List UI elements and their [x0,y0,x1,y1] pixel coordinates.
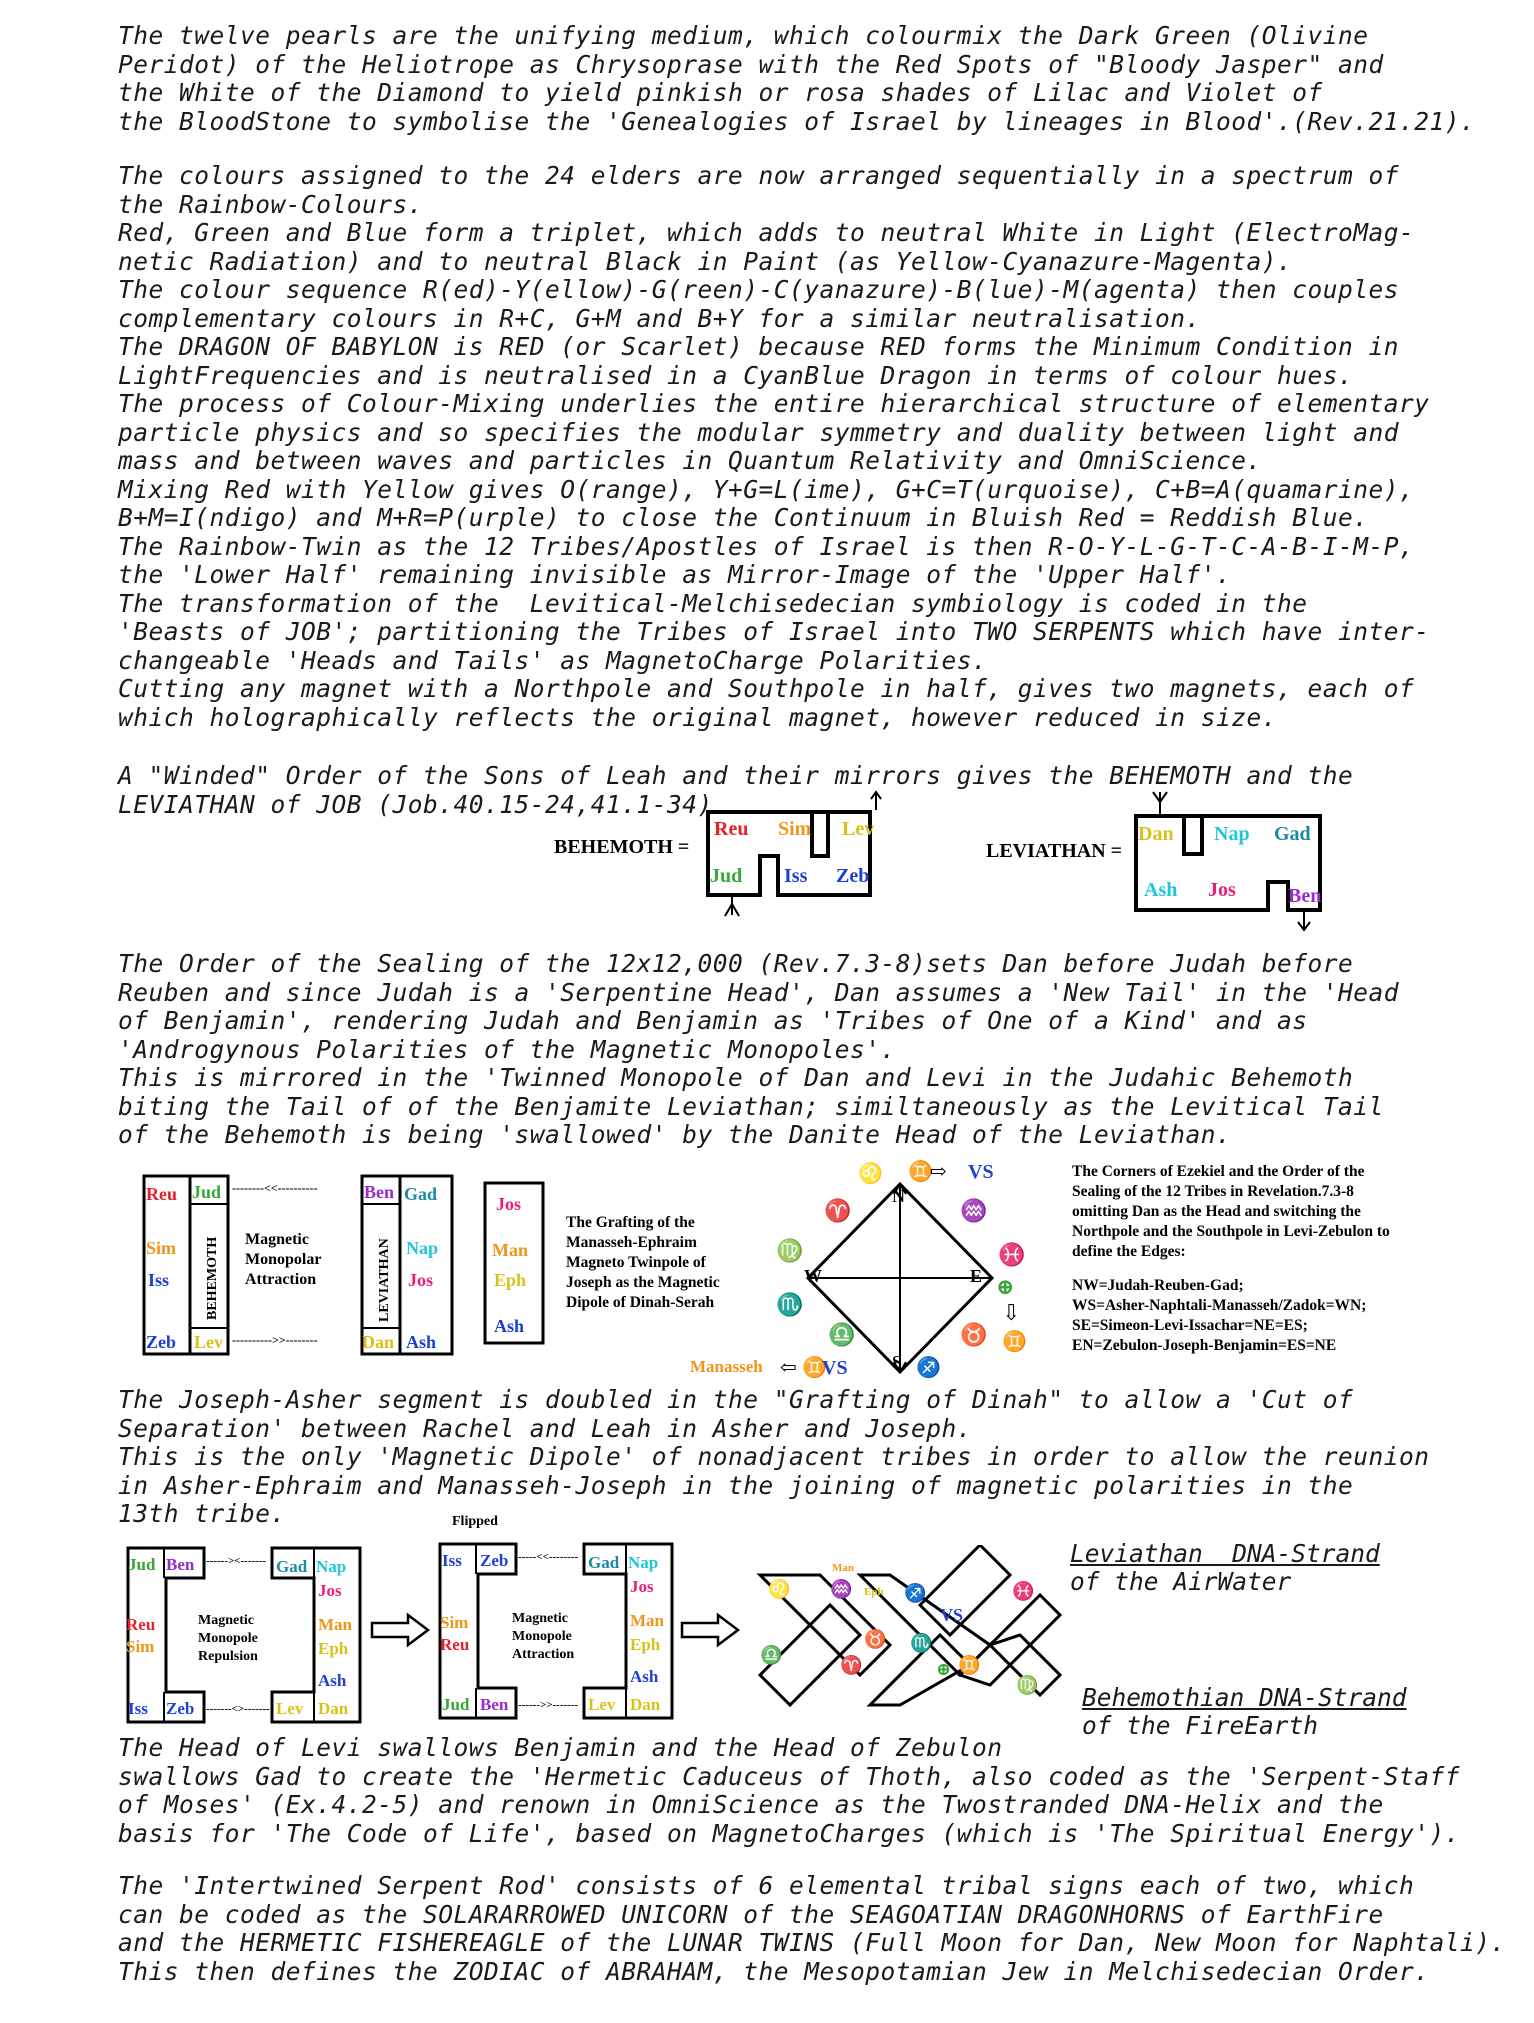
attr-center-1: Magnetic [245,1231,309,1248]
rep-zeb: Zeb [166,1699,195,1718]
attr-ben: Ben [364,1182,395,1202]
flipped-attraction-diagram [436,1536,676,1726]
monopole-repulsion-diagram [124,1540,364,1730]
p5-line: 13th tribe. [118,1499,286,1528]
p2-line: The process of Colour-Mixing underlies the entire hierarchical structure of elementary [118,389,1430,418]
transform-arrow-icon [370,1612,430,1648]
p5-line: This is the only 'Magnetic Dipole' of nonadjacent tribes in order to allow the reunion [118,1442,1430,1471]
taurus-icon: ♉ [960,1322,988,1347]
rep-nap: Nap [316,1557,347,1576]
leviathan-ash: Ash [1144,879,1178,901]
flip-zeb: Zeb [480,1551,509,1570]
p4-line: The Order of the Sealing of the 12x12,000 (Rev.7.3-8)sets Dan before Judah before [118,949,1354,978]
rep-jos: Jos [318,1581,342,1600]
p2-line: B+M=I(ndigo) and M+R=P(urple) to close the Continuum in Bluish Red = Reddish Blue. [118,503,1369,532]
rep-center-2: Monopole [198,1631,258,1646]
compass-n: N [892,1186,905,1206]
paragraph-sealing [118,950,1418,1150]
behemoth-jud: Jud [710,865,743,887]
attr-zeb: Zeb [146,1332,177,1352]
dna-helix-diagram [740,1545,1080,1715]
p4-line: of the Behemoth is being 'swallowed' by the Danite Head of the Leviathan. [118,1120,1232,1149]
flip-lev: Lev [588,1695,616,1714]
flip-man: Man [630,1611,664,1630]
p3-line: A "Winded" Order of the Sons of Leah and their mirrors gives the BEHEMOTH and the [118,761,1354,790]
helix-pisces-icon: ♓ [1012,1581,1035,1601]
leo-icon: ♌ [858,1163,883,1185]
leviathan-dan: Dan [1138,823,1174,845]
p2-line: the Rainbow-Colours. [118,189,424,219]
attr-sim: Sim [146,1238,177,1258]
dinah-man: Man [492,1240,528,1260]
aquarius-icon: ♒ [960,1198,988,1223]
behemoth-label: BEHEMOTH = [554,836,690,858]
attr-arrow-bottom: ---------->>-------- [232,1333,318,1347]
p5-line: in Asher-Ephraim and Manasseh-Joseph in the joining of magnetic polarities in the [118,1470,1354,1500]
flip-gad: Gad [588,1553,620,1572]
rep-eph: Eph [318,1639,349,1658]
p2-line: LightFrequencies and is neutralised in a CyanBlue Dragon in terms of colour hues. [118,360,1354,390]
dinah-eph: Eph [494,1270,527,1290]
leviathan-strand-title: Leviathan DNA-Strand of the AirWater [1070,1539,1380,1596]
p2-line: Mixing Red with Yellow gives O(range), Y+G=L(ime), G+C=T(urquoise), C+B=A(quamarine), [118,474,1415,504]
helix-earth-icon: ⊕ [936,1659,952,1679]
rep-iss: Iss [128,1699,148,1718]
flip-center-2: Monopole [512,1629,572,1644]
attr-nap: Nap [406,1238,439,1258]
p3-line: LEVIATHAN of JOB (Job.40.15-24,41.1-34) [118,789,713,819]
p2-line: particle physics and so specifies the modular symmetry and duality between light and [118,417,1400,447]
p2-line: The transformation of the Levitical-Melchisedecian symbiology is coded in the [118,588,1308,618]
p4-line: biting the Tail of of the Benjamite Leviathan; similtaneously as the Levitical Tail [118,1091,1384,1121]
behemoth-strand-title: Behemothian DNA-Strand of the FireEarth [1082,1683,1407,1740]
compass-manasseh: Manasseh [690,1357,763,1376]
p4-line: of Benjamin', rendering Judah and Benjamin as 'Tribes of One of a Kind' and as [118,1006,1308,1035]
monopolar-attraction-diagram [140,1170,460,1360]
flip-jud: Jud [442,1695,470,1714]
corners-caption: The Corners of Ezekiel and the Order of the Sealing of the 12 Tribes in Revelation.7.3-8 omitting Dan as the Head and switching the Northpole and the Southpole in Levi-Zebulon to define the Edges: NW=Judah-Reuben-Gad; WS=Asher-Naphtali-Manasseh/Zadok=WN; SE=Simeon-Levi-Issachar=NE=ES; EN=Zebulon-Joseph-Benjamin=ES=NE [1072,1163,1390,1354]
p2-line: The Rainbow-Twin as the 12 Tribes/Apostles of Israel is then R-O-Y-L-G-T-C-A-B-I-M-P, [118,531,1415,561]
paragraph-colours [118,161,1430,732]
p2-line: The DRAGON OF BABYLON is RED (or Scarlet) because RED forms the Minimum Condition in [118,332,1400,361]
flip-ash: Ash [630,1667,659,1686]
attr-lev: Lev [194,1332,223,1352]
rep-man: Man [318,1615,352,1634]
attr-center-2: Monopolar [245,1251,322,1268]
flip-iss: Iss [442,1551,462,1570]
p2-line: The colours assigned to the 24 elders are now arranged sequentially in a spectrum of [118,161,1400,190]
flip-jos: Jos [630,1577,654,1596]
helix-leo-icon: ♌ [768,1579,791,1599]
flip-nap: Nap [628,1553,659,1572]
flip-sim: Sim [440,1613,469,1632]
behemoth-iss: Iss [784,865,808,887]
compass-arrow-right: ⇨ [930,1161,947,1183]
flip-arrow-top: -----<<-------- [518,1551,579,1563]
flip-center-3: Attraction [512,1647,575,1662]
p2-line: Red, Green and Blue form a triplet, which adds to neutral White in Light (ElectroMag- [118,218,1415,247]
compass-s: S [892,1352,903,1372]
attr-arrow-top: --------<<---------- [232,1181,318,1195]
p2-line: 'Beasts of JOB'; partitioning the Tribes of Israel into TWO SERPENTS which have inter- [118,617,1430,646]
p4-line: 'Androgynous Polarities of the Magnetic Monopoles'. [118,1034,896,1064]
leviathan-ben: Ben [1288,885,1322,907]
attr-gad: Gad [404,1184,438,1204]
rep-ash: Ash [318,1671,347,1690]
helix-eph: Eph [864,1586,884,1598]
p7-line: can be coded as the SOLARARROWED UNICORN of the SEAGOATIAN DRAGONHORNS of EarthFire [118,1899,1384,1929]
paragraph-pearls [118,21,1476,136]
p7-line: This then defines the ZODIAC of ABRAHAM, the Mesopotamian Jew in Melchisedecian Order. [118,1956,1430,1986]
rep-reu: Reu [126,1615,156,1634]
attr-leviathan-vertical: LEVIATHAN [377,1238,392,1322]
attr-reu: Reu [146,1184,177,1204]
helix-scorpio-icon: ♏ [910,1633,933,1653]
p2-line: complementary colours in R+C, G+M and B+Y for a similar neutralisation. [118,303,1201,333]
rep-jud: Jud [128,1555,156,1574]
p1-line: The twelve pearls are the unifying medium, which colourmix the Dark Green (Olivine [118,21,1369,50]
helix-libra-icon: ♎ [760,1645,783,1665]
compass-arrow-down: ⇩ [1002,1300,1021,1325]
leviathan-label: LEVIATHAN = [986,840,1123,862]
p2-line: changeable 'Heads and Tails' as MagnetoCharge Polarities. [118,645,988,675]
compass-arrow-left: ⇦ [780,1357,797,1379]
rep-arrow-top: ------><------- [206,1555,267,1567]
behemoth-sim: Sim [778,818,812,840]
flip-dan: Dan [630,1695,661,1714]
p1-line: Peridot) of the Heliotrope as Chrysoprase with the Red Spots of "Bloody Jasper" and [118,49,1384,79]
attr-jud: Jud [192,1182,222,1202]
rep-center-1: Magnetic [198,1613,254,1628]
helix-gemini-icon: ♊ [958,1655,981,1675]
p1-line: the BloodStone to symbolise the 'Genealogies of Israel by lineages in Blood'.(Rev.21.21). [118,106,1476,136]
p4-line: Reuben and since Judah is a 'Serpentine Head', Dan assumes a 'New Tail' in the 'Head [118,977,1400,1007]
p2-line: the 'Lower Half' remaining invisible as Mirror-Image of the 'Upper Half'. [118,560,1232,589]
libra-icon: ♎ [828,1322,856,1347]
sagittarius-icon: ♐ [916,1357,941,1379]
rep-ben: Ben [166,1555,195,1574]
p6-line: The Head of Levi swallows Benjamin and the Head of Zebulon [118,1733,1003,1762]
attr-iss: Iss [148,1270,170,1290]
attr-jos: Jos [408,1270,434,1290]
p4-line: This is mirrored in the 'Twinned Monopole of Dan and Levi in the Judahic Behemoth [118,1063,1354,1092]
behemoth-diagram [700,790,900,920]
helix-aries-icon: ♈ [840,1655,863,1675]
flip-arrow-bottom: ------>>------- [518,1699,579,1711]
flip-reu: Reu [440,1635,470,1654]
rep-dan: Dan [318,1699,349,1718]
behemoth-reu: Reu [714,818,749,840]
p7-line: and the HERMETIC FISHEREAGLE of the LUNAR TWINS (Full Moon for Dan, New Moon for Naphtali). [118,1928,1506,1957]
helix-taurus-icon: ♉ [864,1629,887,1649]
gemini-bottom-icon: ♊ [1002,1331,1027,1353]
behemoth-zeb: Zeb [836,865,870,887]
compass-vs-top: VS [968,1161,994,1183]
helix-sagittarius-icon: ♐ [904,1583,927,1603]
p5-line: The Joseph-Asher segment is doubled in the "Grafting of Dinah" to allow a 'Cut of [118,1385,1354,1414]
p7-line: The 'Intertwined Serpent Rod' consists of 6 elemental tribal signs each of two, which [118,1871,1415,1900]
dinah-jos: Jos [496,1194,522,1214]
helix-man: Man [832,1562,854,1574]
paragraph-serpent-rod [118,1871,1506,1986]
rep-lev: Lev [276,1699,304,1718]
leviathan-jos: Jos [1208,879,1236,901]
grafting-caption: The Grafting of the Manasseh-Ephraim Magneto Twinpole of Joseph as the Magnetic Dipole of Dinah-Serah [566,1214,720,1311]
paragraph-hermetic-caduceus [118,1733,1461,1848]
p2-line: mass and between waves and particles in Quantum Relativity and OmniScience. [118,446,1262,475]
transform-arrow-2-icon [680,1612,740,1648]
helix-aquarius-icon: ♒ [830,1579,853,1599]
p1-line: the White of the Diamond to yield pinkish or rosa shades of Lilac and Violet of [118,78,1323,107]
p2-line: Cutting any magnet with a Northpole and Southpole in half, gives two magnets, each of [118,674,1415,703]
compass-e: E [970,1266,983,1286]
p5-line: Separation' between Rachel and Leah in Asher and Joseph. [118,1413,973,1443]
attr-dan: Dan [362,1332,395,1352]
leviathan-gad: Gad [1274,823,1311,845]
flipped-label: Flipped [452,1514,498,1529]
p2-line: netic Radiation) and to neutral Black in Paint (as Yellow-Cyanazure-Magenta). [118,246,1293,276]
dinah-column [482,1180,548,1350]
flip-eph: Eph [630,1635,661,1654]
compass-diagram [690,1158,1060,1388]
p2-line: The colour sequence R(ed)-Y(ellow)-G(reen)-C(yanazure)-B(lue)-M(agenta) then couples [118,275,1400,304]
rep-center-3: Repulsion [198,1649,258,1664]
p2-line: which holographically reflects the original magnet, however reduced in size. [118,702,1278,732]
behemoth-lev: Lev [842,818,875,840]
rep-sim: Sim [126,1637,155,1656]
p6-line: of Moses' (Ex.4.2-5) and renown in OmniScience as the Twostranded DNA-Helix and the [118,1790,1384,1819]
compass-w: W [804,1266,822,1286]
helix-virgo-icon: ♍ [1016,1675,1039,1695]
scorpio-icon: ♏ [776,1292,804,1317]
rep-gad: Gad [276,1557,308,1576]
earth-icon: ⊕ [996,1274,1015,1299]
gemini-left-icon: ♊ [802,1357,827,1379]
attr-ash: Ash [406,1332,437,1352]
aries-icon: ♈ [824,1198,852,1223]
p6-line: basis for 'The Code of Life', based on MagnetoCharges (which is 'The Spiritual Energy'). [118,1818,1461,1848]
dinah-ash: Ash [494,1316,525,1336]
paragraph-joseph-asher [118,1385,1430,1529]
rep-arrow-bottom: -------<>------- [206,1703,270,1715]
gemini-icon: ♊ [908,1161,933,1183]
flip-ben: Ben [480,1695,509,1714]
compass-vs-bottom: VS [822,1357,848,1379]
attr-center-3: Attraction [245,1271,317,1288]
leviathan-nap: Nap [1214,823,1250,845]
p6-line: swallows Gad to create the 'Hermetic Caduceus of Thoth, also coded as the 'Serpent-Staff [118,1761,1461,1791]
flip-center-1: Magnetic [512,1611,568,1626]
leviathan-diagram [1120,790,1335,935]
pisces-icon: ♓ [998,1242,1026,1267]
helix-vs: VS [940,1605,964,1625]
attr-behemoth-vertical: BEHEMOTH [205,1236,220,1320]
virgo-icon: ♍ [776,1238,804,1263]
